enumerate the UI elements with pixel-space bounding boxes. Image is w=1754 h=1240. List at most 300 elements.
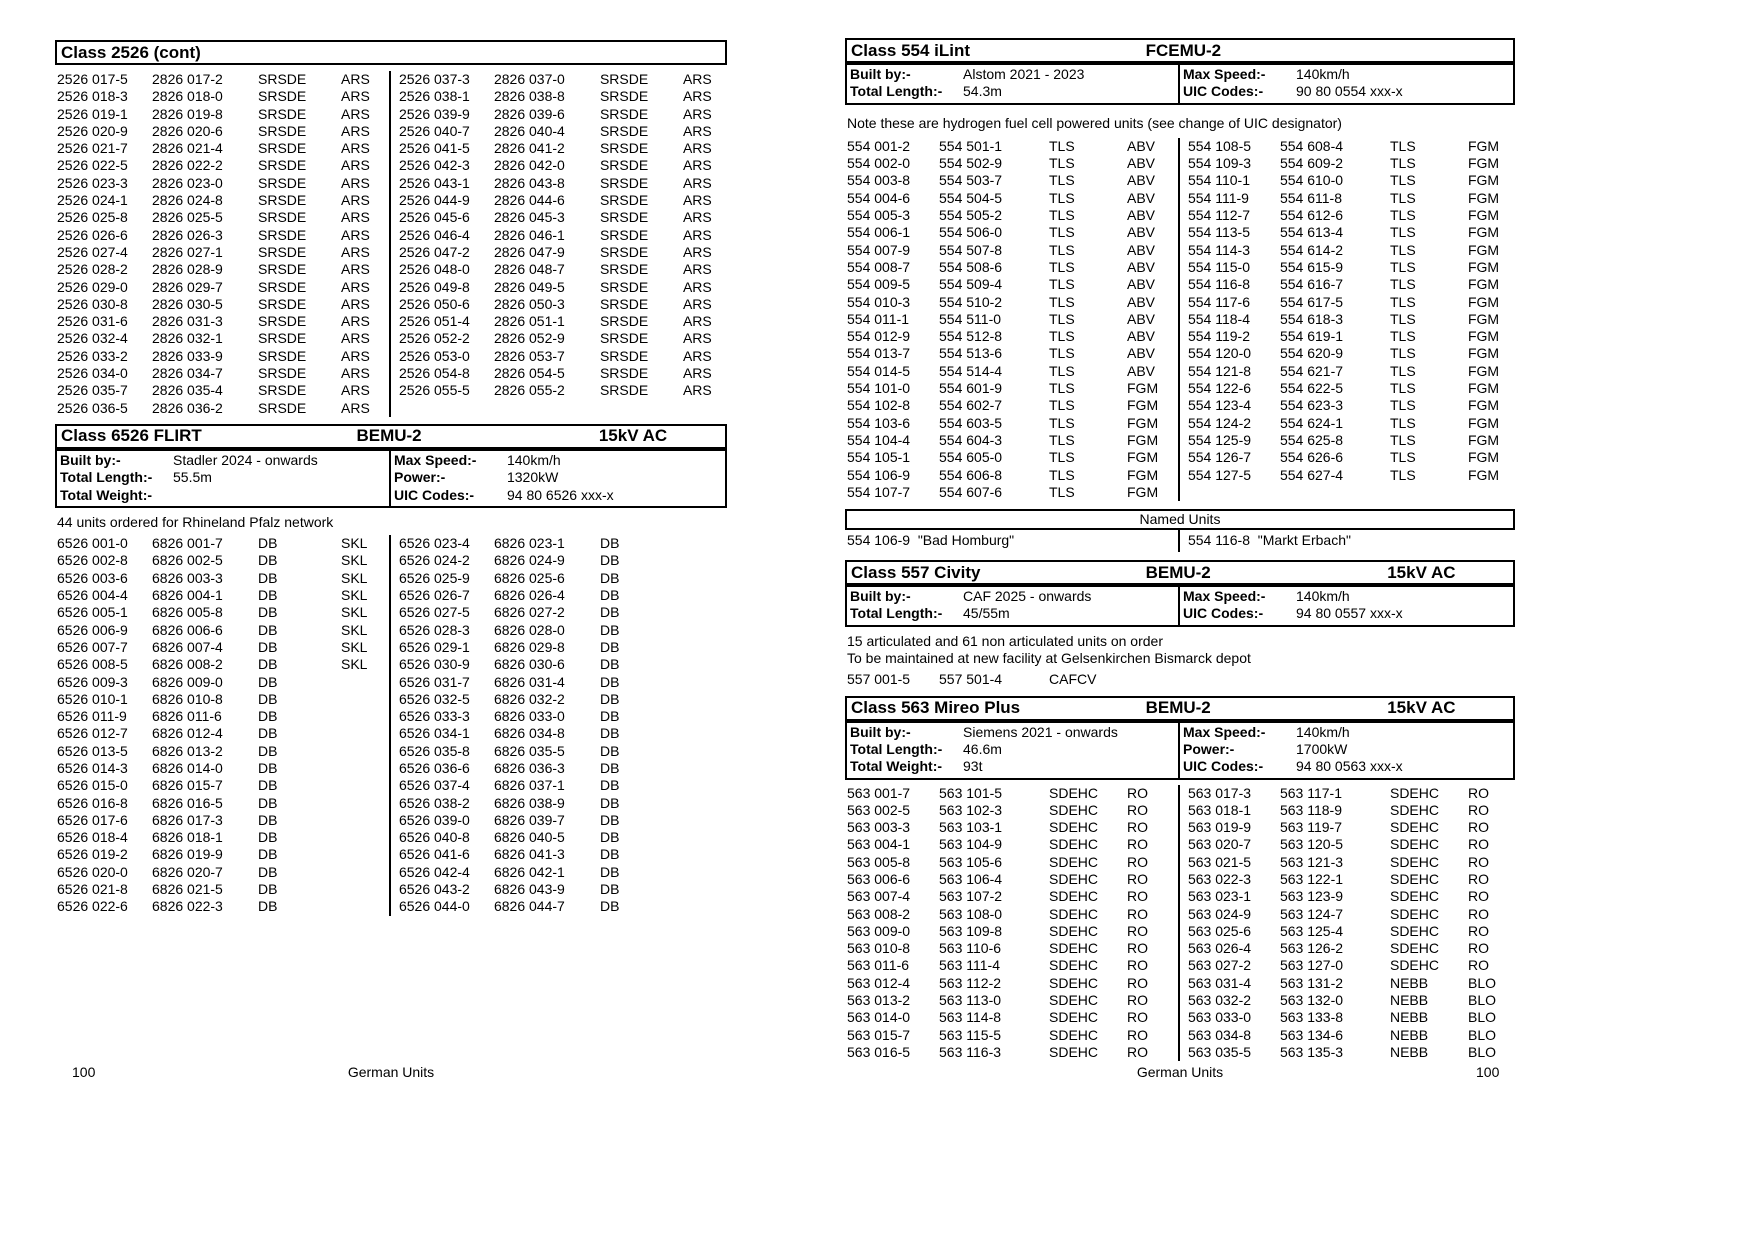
unit-cell: 6526 024-2	[398, 552, 470, 569]
spec-value: 1320kW	[506, 469, 559, 486]
unit-cell: 563 032-2	[1187, 992, 1252, 1009]
unit-cell	[683, 708, 727, 725]
unit-cell: TLS	[1049, 172, 1075, 189]
unit-cell: 2826 022-2	[152, 157, 223, 174]
unit-cell: 2526 044-9	[398, 192, 470, 209]
class-554-title: Class 554 iLint	[851, 40, 971, 60]
named-unit-right-cell	[1178, 530, 1515, 552]
spec-value: 1700kW	[1296, 740, 1348, 757]
unit-cell: ABV	[1127, 189, 1156, 206]
spec-label: Total Length:-	[850, 740, 943, 757]
unit-cell: 554 619-1	[1279, 328, 1344, 345]
unit-cell: 6826 038-9	[493, 794, 565, 811]
unit-cell: SRSDE	[258, 347, 307, 364]
unit-cell: 554 616-7	[1279, 276, 1344, 293]
unit-cell: FGM	[1127, 380, 1159, 397]
unit-cell: RO	[1127, 853, 1148, 870]
unit-cell: TLS	[1049, 155, 1075, 172]
unit-cell: TLS	[1389, 328, 1416, 345]
unit-cell: SDEHC	[1049, 922, 1099, 939]
unit-cell: 2526 047-2	[398, 243, 470, 260]
unit-cell: TLS	[1049, 414, 1075, 431]
unit-cell: 554 123-4	[1187, 397, 1252, 414]
unit-cell: 563 006-6	[847, 870, 911, 887]
unit-cell: RO	[1127, 940, 1148, 957]
unit-cell: 6826 007-4	[152, 638, 223, 655]
spec-label: Power:-	[393, 469, 446, 486]
unit-cell: 2826 019-8	[152, 105, 223, 122]
unit-cell: 2826 044-6	[493, 192, 565, 209]
unit-cell: SDEHC	[1049, 836, 1099, 853]
unit-cell: FGM	[1467, 155, 1500, 172]
unit-cell: TLS	[1049, 345, 1075, 362]
unit-cell: 563 121-3	[1279, 853, 1344, 870]
unit-cell: SRSDE	[599, 261, 649, 278]
unit-cell: TLS	[1389, 276, 1416, 293]
unit-cell: 6526 014-3	[57, 759, 128, 776]
unit-cell: SRSDE	[599, 174, 649, 191]
unit-cell: 554 107-7	[847, 483, 911, 500]
unit-cell: SDEHC	[1049, 819, 1099, 836]
unit-cell: ABV	[1127, 172, 1156, 189]
unit-cell: 6526 040-8	[398, 829, 470, 846]
class-557-header	[845, 560, 1515, 585]
class-563-spec-box	[845, 721, 1515, 780]
unit-cell: FGM	[1127, 483, 1159, 500]
unit-cell	[683, 691, 727, 708]
unit-cell: DB	[599, 708, 620, 725]
unit-cell: ARS	[341, 192, 370, 209]
spec-label: Max Speed:-	[1183, 723, 1266, 740]
class-563-type: BEMU-2	[1145, 698, 1211, 718]
unit-cell: DB	[258, 708, 278, 725]
unit-cell: 563 024-9	[1187, 905, 1252, 922]
unit-cell	[341, 812, 389, 829]
unit-cell: 6526 017-6	[57, 811, 128, 828]
class-557-type: BEMU-2	[1145, 562, 1211, 582]
unit-cell: 554 604-3	[939, 431, 1003, 448]
unit-cell: DB	[258, 742, 278, 759]
unit-cell: 6526 013-5	[57, 742, 128, 759]
unit-cell: ABV	[1127, 293, 1156, 310]
unit-cell: DB	[258, 725, 278, 742]
unit-cell: FGM	[1467, 380, 1500, 397]
unit-cell: 2526 021-7	[57, 140, 128, 157]
unit-cell: 554 104-4	[847, 431, 911, 448]
unit-cell: ARS	[341, 71, 370, 87]
unit-cell	[683, 881, 727, 898]
unit-cell: 2826 042-0	[493, 157, 565, 174]
unit-cell: 2526 032-4	[57, 330, 128, 347]
unit-cell: 6826 028-0	[493, 621, 565, 638]
unit-cell: DB	[258, 621, 278, 638]
unit-cell: 554 509-4	[939, 276, 1003, 293]
unit-cell: 2826 028-9	[152, 261, 223, 278]
unit-cell: BLO	[1467, 974, 1496, 991]
unit-cell: 563 125-4	[1279, 922, 1344, 939]
unit-cell: 6826 020-7	[152, 863, 223, 880]
unit-cell: 563 016-5	[847, 1043, 911, 1060]
unit-cell: 2526 036-5	[57, 399, 128, 416]
unit-cell: 563 135-3	[1279, 1043, 1344, 1060]
unit-cell: ARS	[341, 140, 370, 157]
unit-cell: 554 012-9	[847, 328, 911, 345]
unit-cell: 6826 037-1	[493, 777, 565, 794]
unit-cell: 6826 017-3	[152, 811, 223, 828]
named-units-row	[845, 530, 1515, 552]
unit-cell: ARS	[682, 105, 712, 122]
unit-cell: 563 118-9	[1279, 801, 1342, 818]
unit-cell: ABV	[1127, 310, 1156, 327]
class-554-unit-table	[845, 138, 1515, 501]
unit-cell: ARS	[682, 71, 712, 87]
unit-cell: ARS	[341, 382, 370, 399]
unit-cell: 6826 012-4	[152, 725, 223, 742]
unit-cell: 554 109-3	[1187, 155, 1252, 172]
unit-cell: DB	[258, 535, 278, 552]
unit-cell	[683, 535, 727, 552]
unit-cell: 2526 043-1	[398, 174, 470, 191]
unit-cell: 554 621-7	[1279, 362, 1344, 379]
unit-cell: TLS	[1389, 137, 1416, 154]
unit-cell: 6826 029-8	[493, 638, 565, 655]
spec-label: UIC Codes:-	[1183, 605, 1264, 622]
unit-cell	[341, 795, 389, 812]
unit-cell: TLS	[1389, 189, 1416, 206]
unit-cell: SRSDE	[258, 226, 307, 243]
spec-label: Total Weight:-	[60, 486, 153, 503]
unit-cell: ARS	[682, 382, 712, 399]
unit-cell: 2826 029-7	[152, 278, 223, 295]
unit-cell: 6526 019-2	[57, 846, 128, 863]
unit-cell: 563 133-8	[1279, 1009, 1344, 1026]
unit-cell: 2826 048-7	[493, 261, 565, 278]
unit-cell: 554 010-3	[847, 293, 911, 310]
class-557-spec-box	[845, 585, 1515, 627]
unit-cell: FGM	[1467, 414, 1500, 431]
unit-cell: 563 102-3	[939, 801, 1003, 818]
unit-cell: BLO	[1467, 1026, 1496, 1043]
unit-cell: 6526 035-8	[398, 742, 470, 759]
unit-cell: 2826 046-1	[493, 226, 565, 243]
unit-cell: 563 018-1	[1187, 801, 1252, 818]
spec-value: 93t	[963, 758, 983, 775]
unit-cell: 563 124-7	[1279, 905, 1344, 922]
unit-cell: 2526 020-9	[57, 122, 128, 139]
unit-cell	[683, 777, 727, 794]
unit-cell: 6826 042-1	[493, 863, 565, 880]
unit-cell: TLS	[1049, 449, 1075, 466]
unit-cell: 6526 002-8	[57, 552, 128, 569]
unit-cell: RO	[1467, 853, 1489, 870]
unit-cell: 554 111-9	[1187, 189, 1249, 206]
unit-cell: SRSDE	[599, 88, 649, 105]
unit-cell: TLS	[1049, 137, 1075, 154]
unit-cell: 2526 034-0	[57, 365, 128, 382]
unit-cell: SDEHC	[1049, 1009, 1099, 1026]
unit-cell: 6826 043-9	[493, 881, 565, 898]
unit-cell	[683, 829, 727, 846]
unit-cell: 554 105-1	[847, 449, 911, 466]
unit-cell: 563 013-2	[847, 992, 911, 1009]
unit-cell	[683, 552, 727, 569]
unit-cell: TLS	[1049, 258, 1075, 275]
unit-cell: RO	[1467, 957, 1489, 974]
unit-cell: DB	[599, 742, 620, 759]
unit-cell: 554 125-9	[1187, 431, 1252, 448]
unit-cell: SRSDE	[258, 313, 307, 330]
unit-cell: 563 031-4	[1187, 974, 1252, 991]
unit-cell: 2826 032-1	[152, 330, 223, 347]
spec-value: 140km/h	[1296, 723, 1350, 740]
unit-cell: ARS	[682, 278, 712, 295]
spec-value: 140km/h	[506, 451, 561, 468]
unit-cell	[683, 898, 727, 915]
unit-cell: RO	[1127, 1026, 1148, 1043]
unit-cell: 2526 027-4	[57, 243, 128, 260]
unit-cell: CAFCV	[1049, 671, 1097, 688]
unit-cell: ARS	[682, 209, 712, 226]
unit-cell: 554 623-3	[1279, 397, 1344, 414]
unit-cell: 6526 026-7	[398, 587, 470, 604]
class-6526-header	[55, 424, 727, 449]
unit-cell: 2526 050-6	[398, 295, 470, 312]
unit-cell: 2826 045-3	[493, 209, 565, 226]
class-554-type: FCEMU-2	[1145, 40, 1222, 60]
class-6526-type: BEMU-2	[356, 426, 422, 446]
class-557-specs-left	[847, 587, 1178, 625]
unit-cell: 554 615-9	[1279, 258, 1344, 275]
unit-cell: 6826 008-2	[152, 656, 223, 673]
spec-value: 90 80 0554 xxx-x	[1296, 83, 1403, 100]
unit-cell: SRSDE	[258, 174, 307, 191]
unit-cell: 563 010-8	[847, 940, 911, 957]
unit-cell: 563 035-5	[1187, 1043, 1252, 1060]
unit-cell: 6526 012-7	[57, 725, 128, 742]
unit-cell: 563 114-8	[939, 1009, 1002, 1026]
unit-cell: NEBB	[1389, 1026, 1429, 1043]
class-563-specs-right	[1178, 723, 1513, 778]
class-557-voltage: 15kV AC	[1387, 562, 1456, 582]
unit-cell: ABV	[1127, 207, 1156, 224]
unit-cell: 554 626-6	[1279, 449, 1344, 466]
unit-cell: FGM	[1127, 414, 1159, 431]
class-554-spec-box	[845, 63, 1515, 105]
unit-cell: SRSDE	[258, 399, 307, 416]
unit-cell: SRSDE	[258, 71, 307, 87]
unit-cell: TLS	[1389, 380, 1416, 397]
class-6526-specs-left	[57, 451, 389, 506]
class-554-specs-right	[1178, 65, 1513, 103]
unit-cell: 2826 023-0	[152, 174, 223, 191]
unit-cell: 563 025-6	[1187, 922, 1252, 939]
unit-cell: ABV	[1127, 362, 1156, 379]
unit-cell: 563 002-5	[847, 801, 911, 818]
unit-cell: DB	[599, 829, 620, 846]
unit-cell: SRSDE	[599, 105, 649, 122]
class-563-units-left	[845, 785, 1178, 1062]
unit-cell: 6526 007-7	[57, 638, 128, 655]
spec-label: Power:-	[1183, 740, 1235, 757]
unit-cell: 554 503-7	[939, 172, 1003, 189]
unit-cell: 563 115-5	[939, 1026, 1002, 1043]
unit-cell: 563 108-0	[939, 905, 1003, 922]
unit-cell: ARS	[682, 243, 712, 260]
unit-cell: 557 501-4	[939, 671, 1003, 688]
unit-cell: 2526 023-3	[57, 174, 128, 191]
unit-cell: 563 001-7	[847, 784, 911, 801]
unit-cell: 563 023-1	[1187, 888, 1252, 905]
unit-cell: 6826 013-2	[152, 742, 223, 759]
unit-cell: SRSDE	[599, 365, 649, 382]
unit-cell	[341, 674, 389, 691]
unit-cell: 6526 020-0	[57, 863, 128, 880]
unit-cell: 2526 024-1	[57, 192, 128, 209]
unit-cell: 554 605-0	[939, 449, 1003, 466]
unit-cell	[341, 864, 389, 881]
unit-cell: 563 008-2	[847, 905, 911, 922]
unit-cell: DB	[258, 569, 278, 586]
unit-cell: DB	[258, 777, 278, 794]
unit-cell: ARS	[341, 365, 370, 382]
unit-cell: SDEHC	[1389, 940, 1439, 957]
unit-cell: 554 122-6	[1187, 380, 1252, 397]
unit-cell: 563 015-7	[847, 1026, 911, 1043]
unit-cell: 6826 019-9	[152, 846, 223, 863]
class-2526-units-left	[55, 71, 389, 417]
unit-cell	[1127, 671, 1178, 688]
unit-cell: ABV	[1127, 155, 1156, 172]
unit-cell: 6526 011-9	[57, 708, 127, 725]
unit-cell: RO	[1127, 974, 1148, 991]
unit-cell: SDEHC	[1049, 940, 1099, 957]
unit-cell: ARS	[341, 399, 370, 416]
unit-cell: FGM	[1127, 431, 1159, 448]
unit-cell: TLS	[1389, 466, 1416, 483]
unit-cell: TLS	[1049, 483, 1075, 500]
unit-cell: 554 008-7	[847, 258, 911, 275]
unit-cell: TLS	[1389, 449, 1416, 466]
unit-cell: 2526 038-1	[398, 88, 470, 105]
unit-cell: 2526 055-5	[398, 382, 470, 399]
unit-cell: ARS	[341, 105, 370, 122]
unit-cell: FGM	[1467, 137, 1500, 154]
spec-value: CAF 2025 - onwards	[963, 588, 1092, 605]
unit-cell: SDEHC	[1389, 905, 1439, 922]
unit-cell: DB	[258, 863, 278, 880]
unit-cell	[683, 674, 727, 691]
unit-cell: 6826 044-7	[493, 898, 565, 915]
unit-cell: NEBB	[1389, 1043, 1429, 1060]
unit-cell: 6526 029-1	[398, 638, 470, 655]
unit-cell: 554 514-4	[939, 362, 1003, 379]
unit-cell	[683, 743, 727, 760]
unit-cell: 554 602-7	[939, 397, 1003, 414]
unit-cell: DB	[599, 621, 620, 638]
unit-cell: 6526 044-0	[398, 898, 470, 915]
unit-cell: 563 131-2	[1279, 974, 1344, 991]
unit-cell: ARS	[341, 157, 370, 174]
unit-cell: ARS	[682, 261, 712, 278]
unit-cell: ARS	[682, 122, 712, 139]
unit-cell: 2526 040-7	[398, 122, 470, 139]
unit-cell	[341, 725, 389, 742]
unit-cell: SRSDE	[258, 140, 307, 157]
unit-cell: 6826 026-4	[493, 587, 565, 604]
unit-cell: 6826 031-4	[493, 673, 565, 690]
unit-cell: SDEHC	[1049, 801, 1099, 818]
unit-cell: DB	[258, 673, 278, 690]
unit-cell: 2826 039-6	[493, 105, 565, 122]
unit-cell: 554 103-6	[847, 414, 911, 431]
unit-cell: 2826 017-2	[152, 71, 223, 87]
unit-cell: 6826 024-9	[493, 552, 565, 569]
spec-label: Max Speed:-	[393, 451, 477, 468]
class-6526-spec-box	[55, 449, 727, 508]
unit-cell: 2826 054-5	[493, 365, 565, 382]
spec-value: 54.3m	[963, 83, 1002, 100]
unit-cell: DB	[258, 759, 278, 776]
unit-cell: SDEHC	[1049, 1026, 1099, 1043]
unit-cell: 557 001-5	[847, 671, 911, 688]
unit-cell: 6826 034-8	[493, 725, 565, 742]
unit-cell: FGM	[1467, 276, 1500, 293]
unit-cell: SRSDE	[258, 105, 307, 122]
class-563-unit-table	[845, 785, 1515, 1062]
unit-cell: 554 603-5	[939, 414, 1003, 431]
unit-cell: DB	[258, 690, 278, 707]
unit-cell: 554 617-5	[1279, 293, 1344, 310]
spec-label: Total Length:-	[60, 469, 153, 486]
unit-cell: FGM	[1467, 345, 1500, 362]
unit-cell: 563 027-2	[1187, 957, 1252, 974]
unit-cell: 6826 027-2	[493, 604, 565, 621]
unit-cell: 563 021-5	[1187, 853, 1252, 870]
unit-cell: 6526 032-5	[398, 690, 470, 707]
unit-cell: 2826 036-2	[152, 399, 223, 416]
spec-value: 46.6m	[963, 740, 1002, 757]
unit-cell: 2526 045-6	[398, 209, 470, 226]
unit-cell: DB	[599, 725, 620, 742]
unit-cell: 2826 031-3	[152, 313, 223, 330]
unit-cell: DB	[258, 811, 278, 828]
left-page	[55, 0, 727, 916]
unit-cell: 6826 025-6	[493, 569, 565, 586]
unit-cell: SKL	[341, 552, 368, 569]
class-2526-title: Class 2526 (cont)	[61, 42, 201, 62]
unit-cell: FGM	[1467, 258, 1500, 275]
unit-cell: 563 111-4	[939, 957, 1000, 974]
unit-cell: FGM	[1467, 224, 1500, 241]
unit-cell: ARS	[682, 330, 712, 347]
unit-cell	[683, 570, 727, 587]
unit-cell: SDEHC	[1049, 905, 1099, 922]
unit-cell: NEBB	[1389, 992, 1429, 1009]
unit-cell: 554 005-3	[847, 207, 911, 224]
unit-cell: RO	[1127, 957, 1148, 974]
unit-cell: 2526 053-0	[398, 347, 470, 364]
unit-cell: 2526 033-2	[57, 347, 128, 364]
unit-cell: 563 109-8	[939, 922, 1003, 939]
unit-cell: 554 003-8	[847, 172, 911, 189]
unit-cell: 563 034-8	[1187, 1026, 1252, 1043]
unit-cell: SRSDE	[258, 88, 307, 105]
unit-cell: SKL	[341, 621, 368, 638]
unit-cell: NEBB	[1389, 974, 1429, 991]
unit-cell: ABV	[1127, 241, 1156, 258]
unit-cell: NEBB	[1389, 1009, 1429, 1026]
unit-cell: 563 134-6	[1279, 1026, 1344, 1043]
